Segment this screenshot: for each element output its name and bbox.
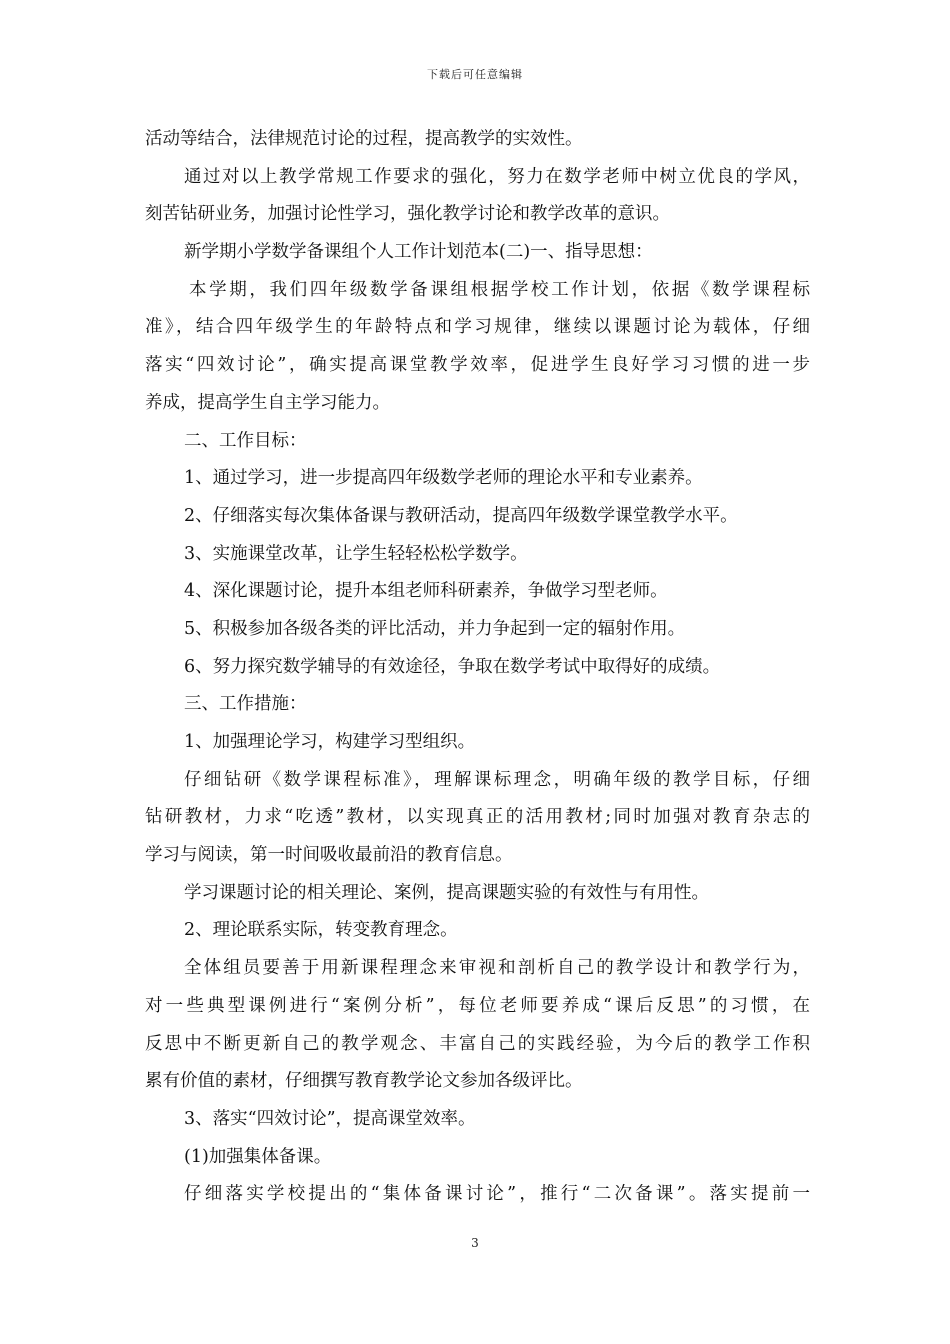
text-line: 活动等结合，法律规范讨论的过程，提高教学的实效性。 — [145, 129, 583, 149]
list-item: 2、仔细落实每次集体备课与教研活动，提高四年级数学课堂教学水平。 — [184, 505, 738, 526]
page-number: 3 — [471, 1236, 479, 1250]
text-line: 对一些典型课例进行“案例分析”，每位老师要养成“课后反思”的习惯，在 — [145, 995, 810, 1016]
document-body — [145, 121, 810, 1214]
list-item: 1、加强理论学习，构建学习型组织。 — [184, 732, 476, 752]
text-line: 反思中不断更新自己的教学观念、丰富自己的实践经验，为今后的教学工作积 — [145, 1033, 810, 1054]
text-line: 养成，提高学生自主学习能力。 — [145, 392, 390, 413]
text-line: 通过对以上教学常规工作要求的强化，努力在数学老师中树立优良的学风， — [184, 166, 810, 187]
list-item: 5、积极参加各级各类的评比活动，并力争起到一定的辐射作用。 — [184, 618, 686, 639]
section-heading: 三、工作措施： — [184, 694, 307, 715]
page-header-note: 下载后可任意编辑 — [427, 68, 523, 81]
text-line: 全体组员要善于用新课程理念来审视和剖析自己的教学设计和教学行为， — [184, 958, 810, 979]
list-item: (1)加强集体备课。 — [184, 1146, 332, 1167]
text-line: 钻研教材，力求“吃透”教材，以实现真正的活用教材;同时加强对教育杂志的 — [145, 807, 810, 828]
section-heading: 二、工作目标： — [184, 430, 307, 451]
text-line: 累有价值的素材，仔细撰写教育教学论文参加各级评比。 — [145, 1071, 583, 1092]
text-line: 学习课题讨论的相关理论、案例，提高课题实验的有效性与有用性。 — [184, 882, 709, 903]
list-item: 6、努力探究数学辅导的有效途径，争取在数学考试中取得好的成绩。 — [184, 656, 721, 677]
text-line: 仔细落实学校提出的“集体备课讨论”，推行“二次备课”。落实提前一 — [184, 1184, 810, 1205]
list-item: 3、实施课堂改革，让学生轻轻松松学数学。 — [184, 543, 528, 564]
text-line: 准》，结合四年级学生的年龄特点和学习规律，继续以课题讨论为载体，仔细 — [145, 317, 810, 338]
text-line: 本学期，我们四年级数学备课组根据学校工作计划，依据《数学课程标 — [189, 279, 810, 300]
text-line: 落实“四效讨论”，确实提高课堂教学效率，促进学生良好学习习惯的进一步 — [145, 355, 810, 376]
list-item: 2、理论联系实际，转变教育理念。 — [184, 920, 458, 941]
list-item: 3、落实“四效讨论”，提高课堂效率。 — [184, 1108, 476, 1129]
text-line: 学习与阅读，第一时间吸收最前沿的教育信息。 — [145, 845, 513, 866]
section-heading: 新学期小学数学备课组个人工作计划范本(二)一、指导思想： — [184, 242, 653, 263]
text-line: 仔细钻研《数学课程标准》，理解课标理念，明确年级的教学目标，仔细 — [184, 769, 810, 790]
list-item: 1、通过学习，进一步提高四年级数学老师的理论水平和专业素养。 — [184, 468, 703, 489]
list-item: 4、深化课题讨论，提升本组老师科研素养，争做学习型老师。 — [184, 581, 668, 602]
text-line: 刻苦钻研业务，加强讨论性学习，强化教学讨论和教学改革的意识。 — [145, 204, 670, 225]
